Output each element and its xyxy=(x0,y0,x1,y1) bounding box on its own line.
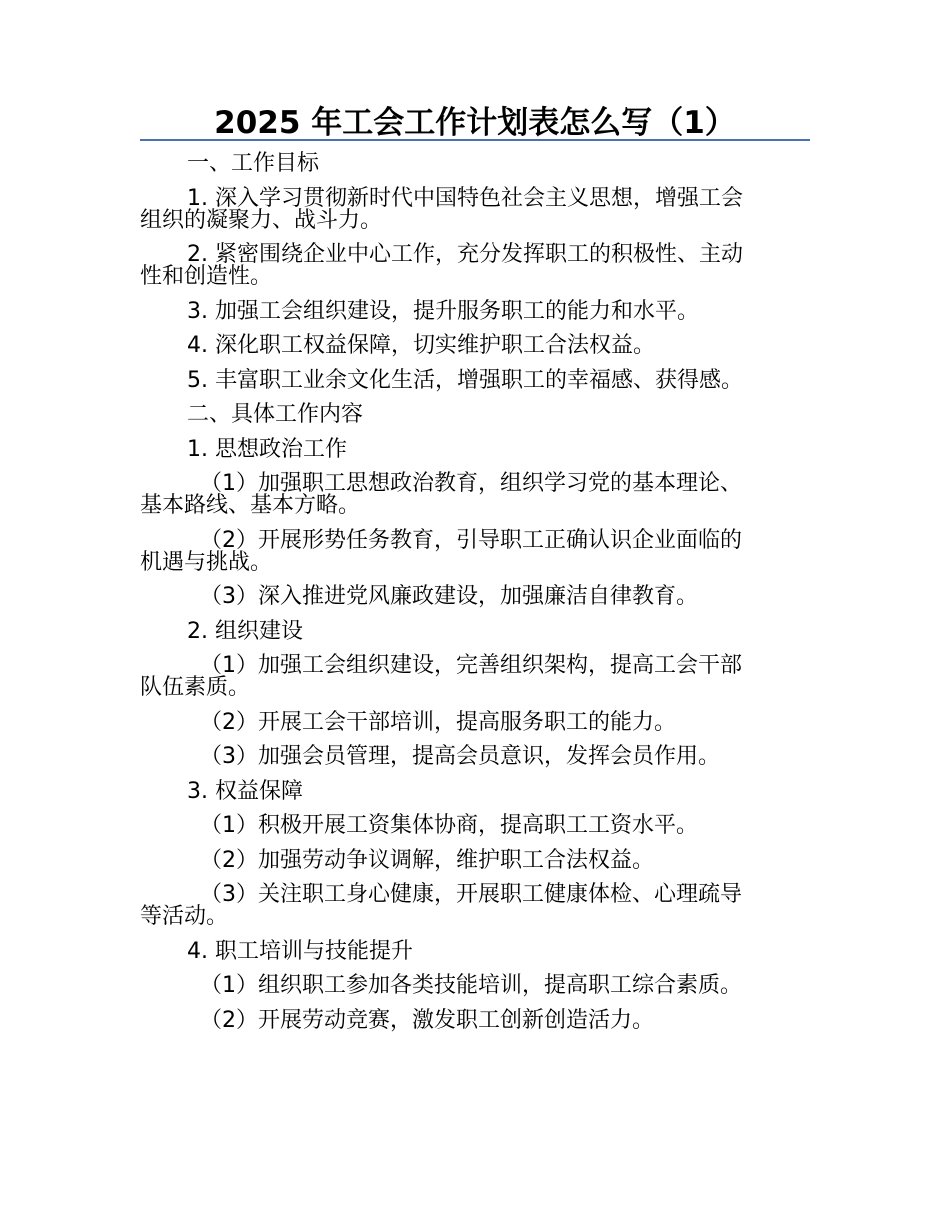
organization-item-2: （2）开展工会干部培训，提高服务职工的能力。 xyxy=(200,709,676,735)
ideology-item-1: （1）加强职工思想政治教育，组织学习党的基本理论、 xyxy=(200,471,742,496)
ideology-item-2: （2）开展形势任务教育，引导职工正确认识企业面临的 xyxy=(200,527,742,553)
section-heading-goals: 一、工作目标 xyxy=(187,151,320,176)
rights-item-3-cont: 等活动。 xyxy=(140,904,229,929)
section-heading-content: 二、具体工作内容 xyxy=(187,402,364,427)
organization-item-1: （1）加强工会组织建设，完善组织架构，提高工会干部 xyxy=(200,653,742,678)
subsection-rights: 3. 权益保障 xyxy=(187,778,303,804)
organization-item-1-cont: 队伍素质。 xyxy=(140,675,251,700)
goal-5: 5. 丰富职工业余文化生活，增强职工的幸福感、获得感。 xyxy=(187,367,743,393)
organization-item-3: （3）加强会员管理，提高会员意识，发挥会员作用。 xyxy=(200,744,720,769)
goal-2: 2. 紧密围绕企业中心工作，充分发挥职工的积极性、主动 xyxy=(187,242,743,267)
training-item-1: （1）组织职工参加各类技能培训，提高职工综合素质。 xyxy=(200,973,742,998)
document-body xyxy=(140,153,810,1032)
goal-1-cont: 组织的凝聚力、战斗力。 xyxy=(140,207,383,233)
rights-item-3: （3）关注职工身心健康，开展职工健康体检、心理疏导 xyxy=(200,882,742,907)
ideology-item-2-cont: 机遇与挑战。 xyxy=(140,549,273,575)
goal-1: 1. 深入学习贯彻新时代中国特色社会主义思想，增强工会 xyxy=(187,185,743,211)
goal-3: 3. 加强工会组织建设，提升服务职工的能力和水平。 xyxy=(187,298,699,324)
rights-item-1: （1）积极开展工资集体协商，提高职工工资水平。 xyxy=(200,813,698,838)
subsection-ideology: 1. 思想政治工作 xyxy=(187,436,347,462)
subsection-training: 4. 职工培训与技能提升 xyxy=(187,938,413,964)
title-underline xyxy=(140,139,810,141)
rights-item-2: （2）加强劳动争议调解，维护职工合法权益。 xyxy=(200,847,654,873)
subsection-organization: 2. 组织建设 xyxy=(187,618,303,644)
training-item-2: （2）开展劳动竞赛，激发职工创新创造活力。 xyxy=(200,1007,654,1033)
ideology-item-3: （3）深入推进党风廉政建设，加强廉洁自律教育。 xyxy=(200,584,698,609)
ideology-item-1-cont: 基本路线、基本方略。 xyxy=(140,493,361,518)
document-title: 2025 年工会工作计划表怎么写（1） xyxy=(214,105,736,141)
goal-4: 4. 深化职工权益保障，切实维护职工合法权益。 xyxy=(187,333,655,358)
goal-2-cont: 性和创造性。 xyxy=(140,264,273,289)
